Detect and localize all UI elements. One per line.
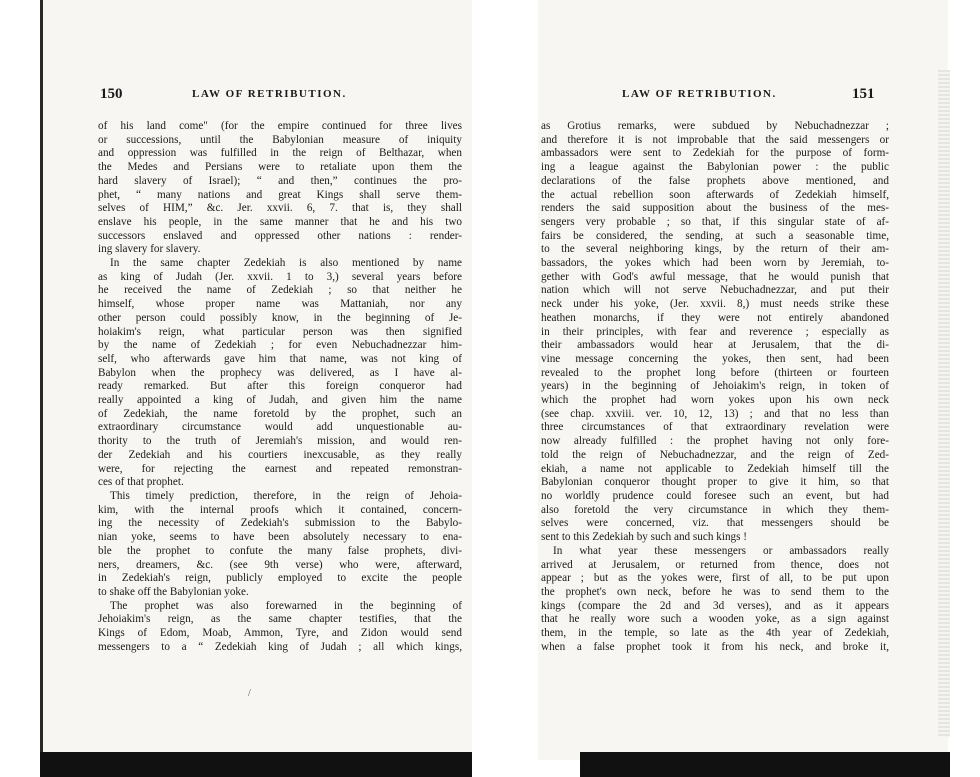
right-running-head: LAW OF RETRIBUTION. — [622, 88, 777, 100]
text-line: also foretold the very circumstance in which they them- — [541, 503, 889, 516]
text-line: years) in the beginning of Jehoiakim's reign, in token of — [541, 380, 889, 393]
text-line: sengers very probable ; so that, if this singular state of af- — [541, 215, 889, 228]
text-line: of his land come" (for the empire continued for three lives — [98, 120, 462, 132]
text-line: der Zedekiah and his courtiers inexcusable, as they really — [98, 448, 462, 461]
text-line: really appointed a king of Judah, and given him the name — [98, 394, 462, 407]
left-text-column — [98, 120, 462, 654]
text-line: to the several neighboring kings, by the return of their am- — [541, 243, 889, 256]
text-line: and oppression was fulfilled in the reign of Belthazar, when — [98, 147, 462, 160]
text-line: hard slavery of Israel); “ and then,” continues the pro- — [98, 174, 462, 187]
text-line: enslave his people, in the same manner that he and his two — [98, 215, 462, 228]
text-line: when a false prophet took it from his neck, and broke it, — [541, 640, 889, 653]
text-line: hoiakim's reign, what particular person was then signified — [98, 325, 462, 338]
text-line: the prophet's own neck, before he was to send them to the — [541, 585, 889, 598]
left-page-number: 150 — [100, 86, 123, 102]
text-line: by the name of Zedekiah ; for even Nebuchadnezzar him- — [98, 339, 462, 352]
page-edge — [938, 70, 950, 737]
text-line: extraordinary circumstance would add unquestionable au- — [98, 421, 462, 434]
text-line: that he really wore such a wooden yoke, as a sign against — [541, 613, 889, 626]
text-line: Kings of Edom, Moab, Ammon, Tyre, and Zidon would send — [98, 627, 462, 640]
text-line: ready remarked. But after this foreign conqueror had — [98, 380, 462, 393]
text-line: ing the necessity of Zedekiah's submission to the Babylo- — [98, 517, 462, 530]
text-line: or successions, until the Babylonian measure of iniquity — [98, 133, 462, 146]
text-line: ing slavery for slavery. — [98, 243, 201, 256]
text-line: to shake off the Babylonian yoke. — [98, 585, 249, 598]
text-line: as king of Judah (Jer. xxvii. 1 to 3,) several years before — [98, 270, 462, 283]
text-line: ambassadors were sent to Zedekiah for the purpose of form- — [541, 147, 889, 160]
text-line: the actual rebellion soon afterwards of Zedekiah himself, — [541, 188, 889, 201]
text-line: Babylon when the prophecy was delivered, as I have al- — [98, 366, 462, 379]
text-line: nian yoke, seems to have been absolutely necessary to ena- — [98, 531, 462, 544]
left-running-head: LAW OF RETRIBUTION. — [192, 88, 347, 100]
text-line: declarations of the false prophets above mentioned, and — [541, 174, 889, 187]
text-line: heathen monarchs, if they were not entirely abandoned — [541, 311, 889, 324]
text-line: the Medes and Persians were to retaliate upon them the — [98, 161, 462, 174]
stray-mark: / — [248, 688, 251, 699]
book-gutter — [472, 0, 538, 760]
right-text-column — [541, 120, 889, 654]
text-line: he received the name of Zedekiah ; so that neither he — [98, 284, 462, 297]
right-page-number: 151 — [852, 86, 875, 102]
text-line: Babylonian conqueror thought proper to give it him, so that — [541, 476, 889, 489]
text-line: vine message concerning the yokes, then sent, had been — [541, 352, 889, 365]
text-line: The prophet was also forewarned in the beginning of — [110, 599, 462, 612]
text-line: thority to the truth of Jeremiah's mission, and would ren- — [98, 435, 462, 448]
text-line: gether with God's awful message, that he would punish that — [541, 270, 889, 283]
text-line: ners, dreamers, &c. (see 9th verse) who were, afterward, — [98, 558, 462, 571]
text-line: their ambassadors would hear at Jerusalem, that the di- — [541, 339, 889, 352]
text-line: revealed to the prophet long before (thirteen or fourteen — [541, 366, 889, 379]
text-line: ble the prophet to confute the many false prophets, divi- — [98, 544, 462, 557]
text-line: himself, whose proper name was Mattaniah, nor any — [98, 298, 462, 311]
text-line: ing a league against the Babylonian power : the public — [541, 161, 889, 174]
text-line: selves of HIM,” &c. Jer. xxvii. 6, 7. that is, they shall — [98, 202, 462, 215]
text-line: told the reign of Nebuchadnezzar, and the reign of Zed- — [541, 448, 889, 461]
text-line: nation which will not serve Nebuchadnezzar, and put their — [541, 284, 889, 297]
text-line: of Zedekiah, the name foretold by the prophet, such an — [98, 407, 462, 420]
text-line: phet, “ many nations and great Kings shall serve them- — [98, 188, 462, 201]
text-line: in their principles, with fear and reverence ; especially as — [541, 325, 889, 338]
text-line: messengers to a “ Zedekiah king of Judah ; all which kings, — [98, 640, 462, 653]
text-line: no worldly prudence could foresee such an event, but had — [541, 489, 889, 502]
text-line: fairs be considered, the sending, at such a seasonable time, — [541, 229, 889, 242]
text-line: three circumstances of that extraordinary revelation were — [541, 421, 889, 434]
text-line: ekiah, a name not applicable to Zedekiah himself till the — [541, 462, 889, 475]
text-line: now already fulfilled : the prophet having not only fore- — [541, 435, 889, 448]
text-line: and therefore it is not improbable that the said messengers or — [541, 133, 889, 146]
scan-border-left — [40, 752, 472, 777]
text-line: successors enslaved and oppressed other nations : render- — [98, 229, 462, 242]
text-line: which the prophet had worn yokes upon his own neck — [541, 394, 889, 407]
text-line: them, in the temple, so late as the 4th year of Zedekiah, — [541, 627, 889, 640]
text-line: Jehoiakim's reign, as the same chapter testifies, that the — [98, 613, 462, 626]
text-line: In the same chapter Zedekiah is also mentioned by name — [110, 257, 462, 270]
text-line: renders the said supposition about the business of the mes- — [541, 202, 889, 215]
text-line: neck under his yoke, (Jer. xxvii. 8,) must needs strike these — [541, 298, 889, 311]
text-line: In what year these messengers or ambassadors really — [553, 544, 889, 557]
text-line: bassadors, the yokes which had been worn by Jeremiah, to- — [541, 257, 889, 270]
text-line: sent to this Zedekiah by such and such kings ! — [541, 531, 748, 544]
text-line: This timely prediction, therefore, in the reign of Jehoia- — [110, 489, 462, 502]
text-line: in Zedekiah's reign, publicly employed to excite the people — [98, 572, 462, 585]
text-line: were, for rejecting the earnest and repeated remonstran- — [98, 462, 462, 475]
text-line: as Grotius remarks, were subdued by Nebuchadnezzar ; — [541, 120, 889, 132]
text-line: kings (compare the 2d and 3d verses), and as it appears — [541, 599, 889, 612]
text-line: kim, with the internal proofs which it contained, concern- — [98, 503, 462, 516]
text-line: (see chap. xxviii. ver. 10, 12, 13) ; and that no less than — [541, 407, 889, 420]
text-line: ces of that prophet. — [98, 476, 184, 489]
scan-border-right — [580, 752, 950, 777]
text-line: appear ; but as the yokes were, first of all, to be put upon — [541, 572, 889, 585]
text-line: self, who afterwards gave him that name, was not king of — [98, 352, 462, 365]
text-line: other person could possibly know, in the beginning of Je- — [98, 311, 462, 324]
left-page-edge — [40, 0, 43, 752]
text-line: selves were concerned, viz. that messengers should be — [541, 517, 889, 530]
text-line: arrived at Jerusalem, or returned from thence, does not — [541, 558, 889, 571]
